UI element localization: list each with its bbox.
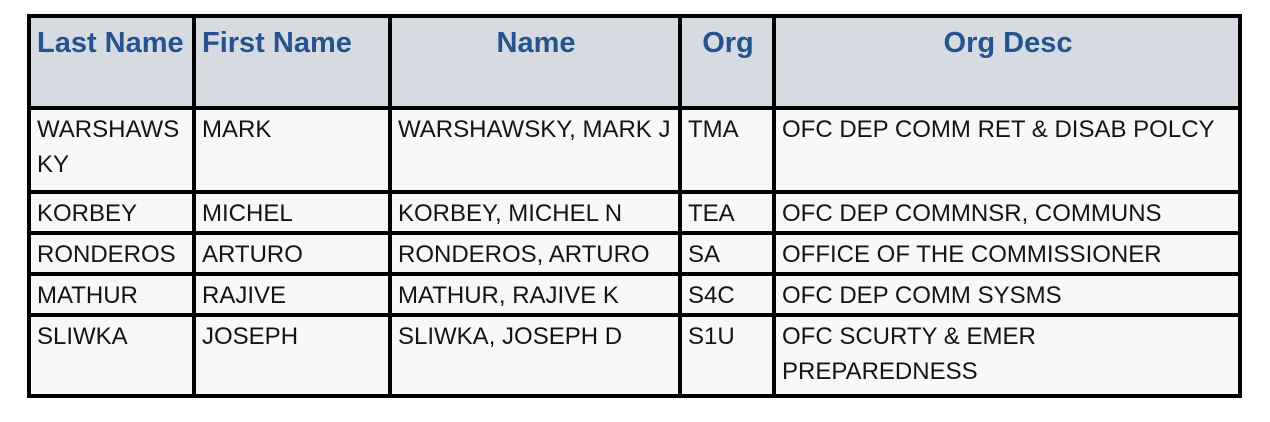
header-row [29,16,1240,108]
cell-name: SLIWKA, JOSEPH D [390,315,680,396]
cell-first-name: RAJIVE [194,274,390,315]
table-row [29,233,1240,274]
cell-org: S1U [680,315,774,396]
cell-first-name: ARTURO [194,233,390,274]
cell-last-name: MATHUR [29,274,194,315]
cell-name: RONDEROS, ARTURO [390,233,680,274]
cell-org-desc: OFC SCURTY & EMER PREPAREDNESS [774,315,1240,396]
cell-first-name: JOSEPH [194,315,390,396]
table-row [29,192,1240,233]
cell-name: WARSHAWSKY, MARK J [390,108,680,192]
cell-org: SA [680,233,774,274]
cell-last-name: KORBEY [29,192,194,233]
cell-last-name: RONDEROS [29,233,194,274]
column-header-name: Name [390,16,680,108]
column-header-org: Org [680,16,774,108]
cell-name: KORBEY, MICHEL N [390,192,680,233]
cell-org-desc: OFC DEP COMM RET & DISAB POLCY [774,108,1240,192]
cell-name: MATHUR, RAJIVE K [390,274,680,315]
table-row [29,108,1240,192]
cell-org: S4C [680,274,774,315]
personnel-table [27,14,1242,398]
cell-org: TEA [680,192,774,233]
cell-first-name: MICHEL [194,192,390,233]
cell-org-desc: OFC DEP COMMNSR, COMMUNS [774,192,1240,233]
table-row [29,274,1240,315]
cell-first-name: MARK [194,108,390,192]
cell-org-desc: OFC DEP COMM SYSMS [774,274,1240,315]
cell-org: TMA [680,108,774,192]
cell-last-name: WARSHAWSKY [29,108,194,192]
column-header-org-desc: Org Desc [774,16,1240,108]
cell-last-name: SLIWKA [29,315,194,396]
personnel-table-container [27,14,1242,398]
column-header-last-name: Last Name [29,16,194,108]
column-header-first-name: First Name [194,16,390,108]
cell-org-desc: OFFICE OF THE COMMISSIONER [774,233,1240,274]
table-row [29,315,1240,396]
